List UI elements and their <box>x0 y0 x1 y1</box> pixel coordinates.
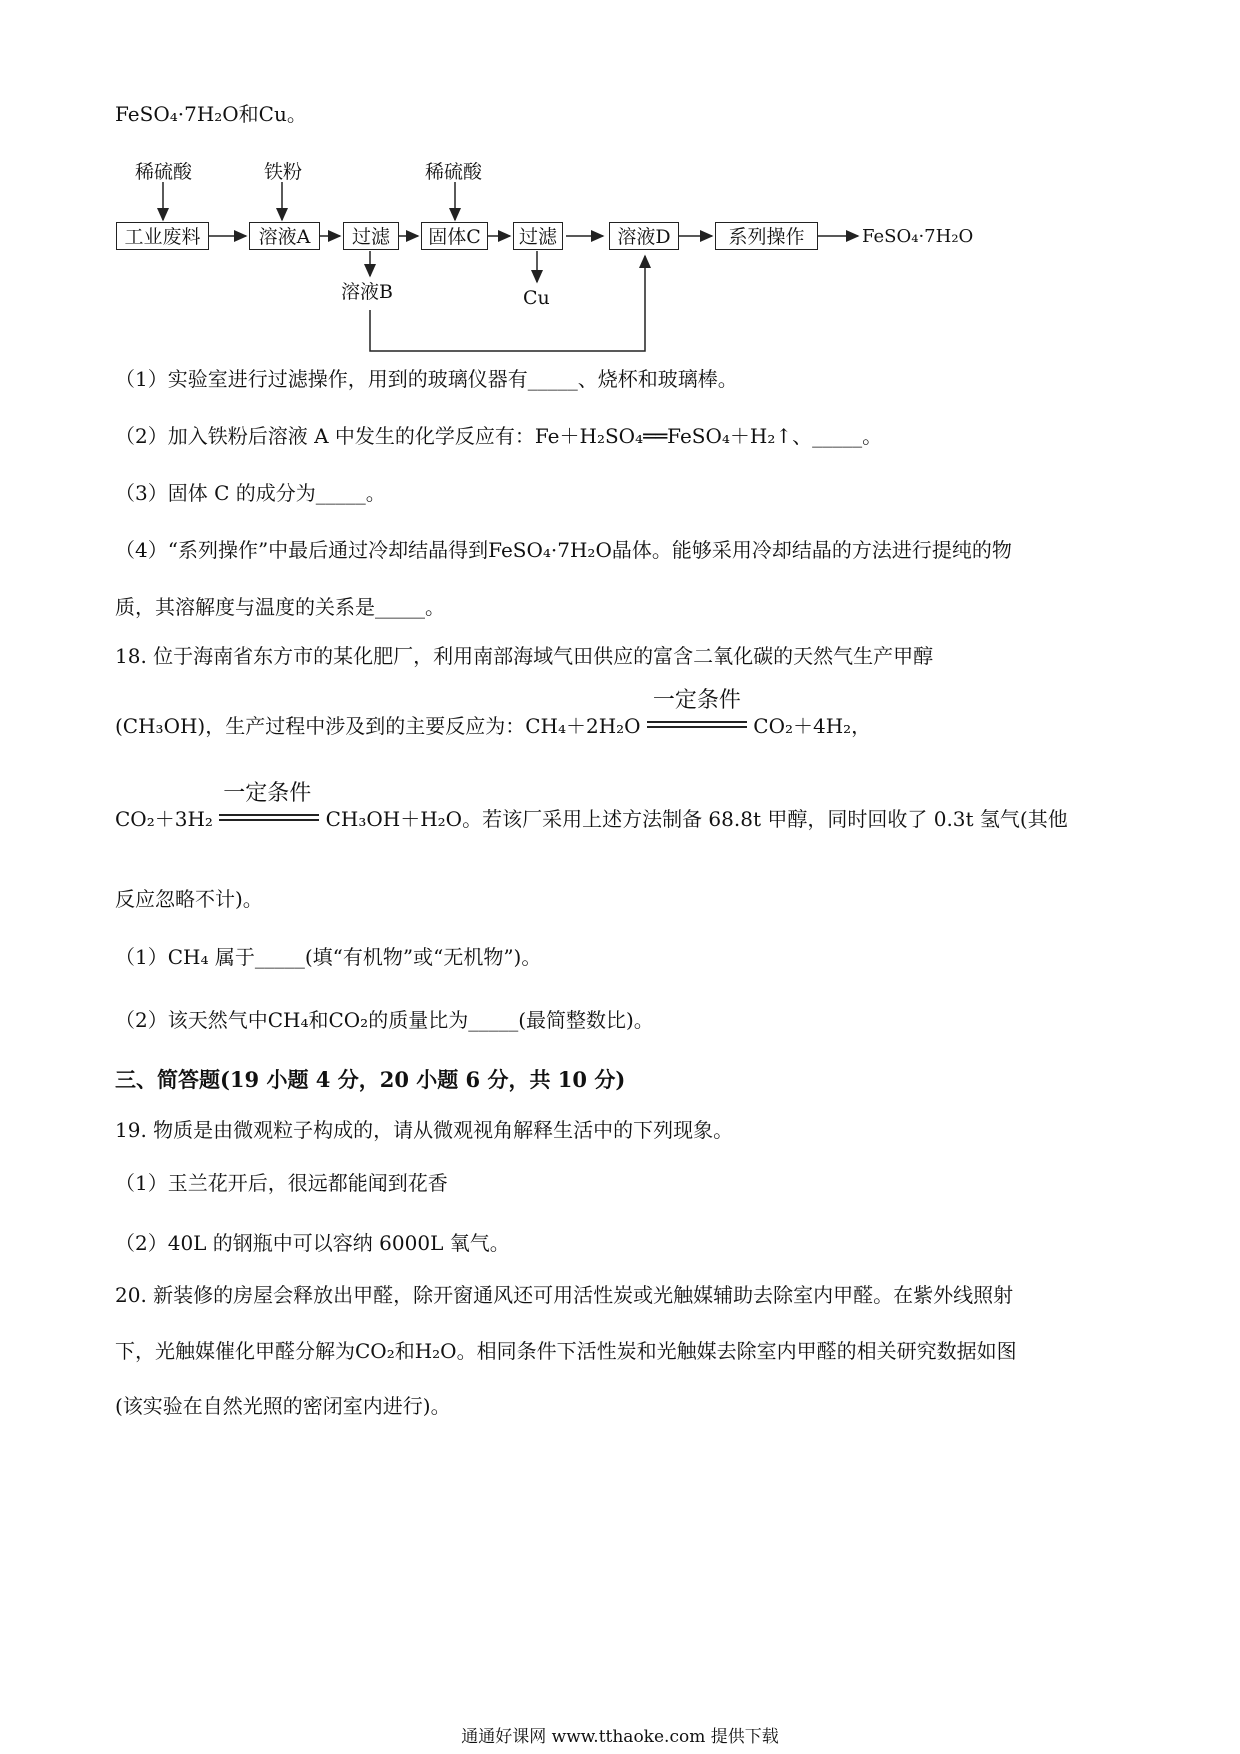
q18-intro: 18. 位于海南省东方市的某化肥厂，利用南部海域气田供应的富含二氧化碳的天然气生产甲醇 <box>115 644 934 668</box>
output-copper: Cu <box>523 287 550 309</box>
box-filter-2: 过滤 <box>513 222 563 250</box>
q18-line-4: 反应忽略不计)。 <box>115 887 263 911</box>
output-solution-b: 溶液B <box>341 281 393 303</box>
q20-line-1: 20. 新装修的房屋会释放出甲醛，除开窗通风还可用活性炭或光触媒辅助去除室内甲醛。在紫外线照射 <box>115 1283 1014 1307</box>
q17-part-3: （3）固体 C 的成分为_____。 <box>115 481 386 505</box>
reagent-dilute-sulfuric-acid-1: 稀硫酸 <box>135 161 193 183</box>
section-3-heading: 三、简答题(19 小题 4 分，20 小题 6 分，共 10 分) <box>115 1067 626 1092</box>
q18-equation-1-right: CO₂＋4H₂， <box>753 714 872 738</box>
condition-arrow-2 <box>219 781 319 826</box>
condition-label-1: 一定条件 <box>652 688 741 713</box>
condition-label-2: 一定条件 <box>223 781 312 806</box>
page-footer: 通通好课网 www.tthaoke.com 提供下载 <box>461 1727 779 1747</box>
q20-line-2: 下，光触媒催化甲醛分解为CO₂和H₂O。相同条件下活性炭和光触媒去除室内甲醛的相关研究数据如图 <box>115 1339 1017 1363</box>
q18-equation-2-right: CH₃OH＋H₂O。若该厂采用上述方法制备 68.8t 甲醇，同时回收了 0.3t 氢气(其他 <box>325 807 1068 831</box>
q18-part-1: （1）CH₄ 属于_____(填“有机物”或“无机物”)。 <box>115 945 542 969</box>
box-series-operations: 系列操作 <box>715 222 818 250</box>
reagent-iron-powder: 铁粉 <box>264 161 303 183</box>
q18-equation-2 <box>115 781 1068 833</box>
q17-part-4-line-2: 质，其溶解度与温度的关系是_____。 <box>115 595 445 619</box>
box-industrial-waste: 工业废料 <box>116 222 209 250</box>
q19-part-1: （1）玉兰花开后，很远都能闻到花香 <box>115 1171 448 1195</box>
q17-part-1: （1）实验室进行过滤操作，用到的玻璃仪器有_____、烧杯和玻璃棒。 <box>115 367 738 391</box>
q18-part-2: （2）该天然气中CH₄和CO₂的质量比为_____(最简整数比)。 <box>115 1008 654 1032</box>
top-formula-line: FeSO₄·7H₂O和Cu。 <box>115 102 307 126</box>
box-filter-1: 过滤 <box>343 222 399 250</box>
q18-equation-2-left: CO₂＋3H₂ <box>115 807 213 831</box>
box-solid-c: 固体C <box>421 222 488 250</box>
q17-part-2: （2）加入铁粉后溶液 A 中发生的化学反应有：Fe＋H₂SO₄══FeSO₄＋H₂↑、_____。 <box>115 424 883 448</box>
reagent-dilute-sulfuric-acid-2: 稀硫酸 <box>425 161 483 183</box>
q20-line-3: (该实验在自然光照的密闭室内进行)。 <box>115 1394 451 1418</box>
q19-intro: 19. 物质是由微观粒子构成的，请从微观视角解释生活中的下列现象。 <box>115 1118 734 1142</box>
q18-equation-1-left: (CH₃OH)，生产过程中涉及到的主要反应为：CH₄＋2H₂O <box>115 714 641 738</box>
q19-part-2: （2）40L 的钢瓶中可以容纳 6000L 氧气。 <box>115 1231 510 1255</box>
box-solution-d: 溶液D <box>609 222 679 250</box>
q17-part-4-line-1: （4）“系列操作”中最后通过冷却结晶得到FeSO₄·7H₂O晶体。能够采用冷却结晶的方法进行提纯的物 <box>115 538 1012 562</box>
q18-equation-1 <box>115 688 872 740</box>
box-solution-a: 溶液A <box>249 222 320 250</box>
condition-arrow-1 <box>647 688 747 733</box>
product-label: FeSO₄·7H₂O <box>862 226 974 247</box>
